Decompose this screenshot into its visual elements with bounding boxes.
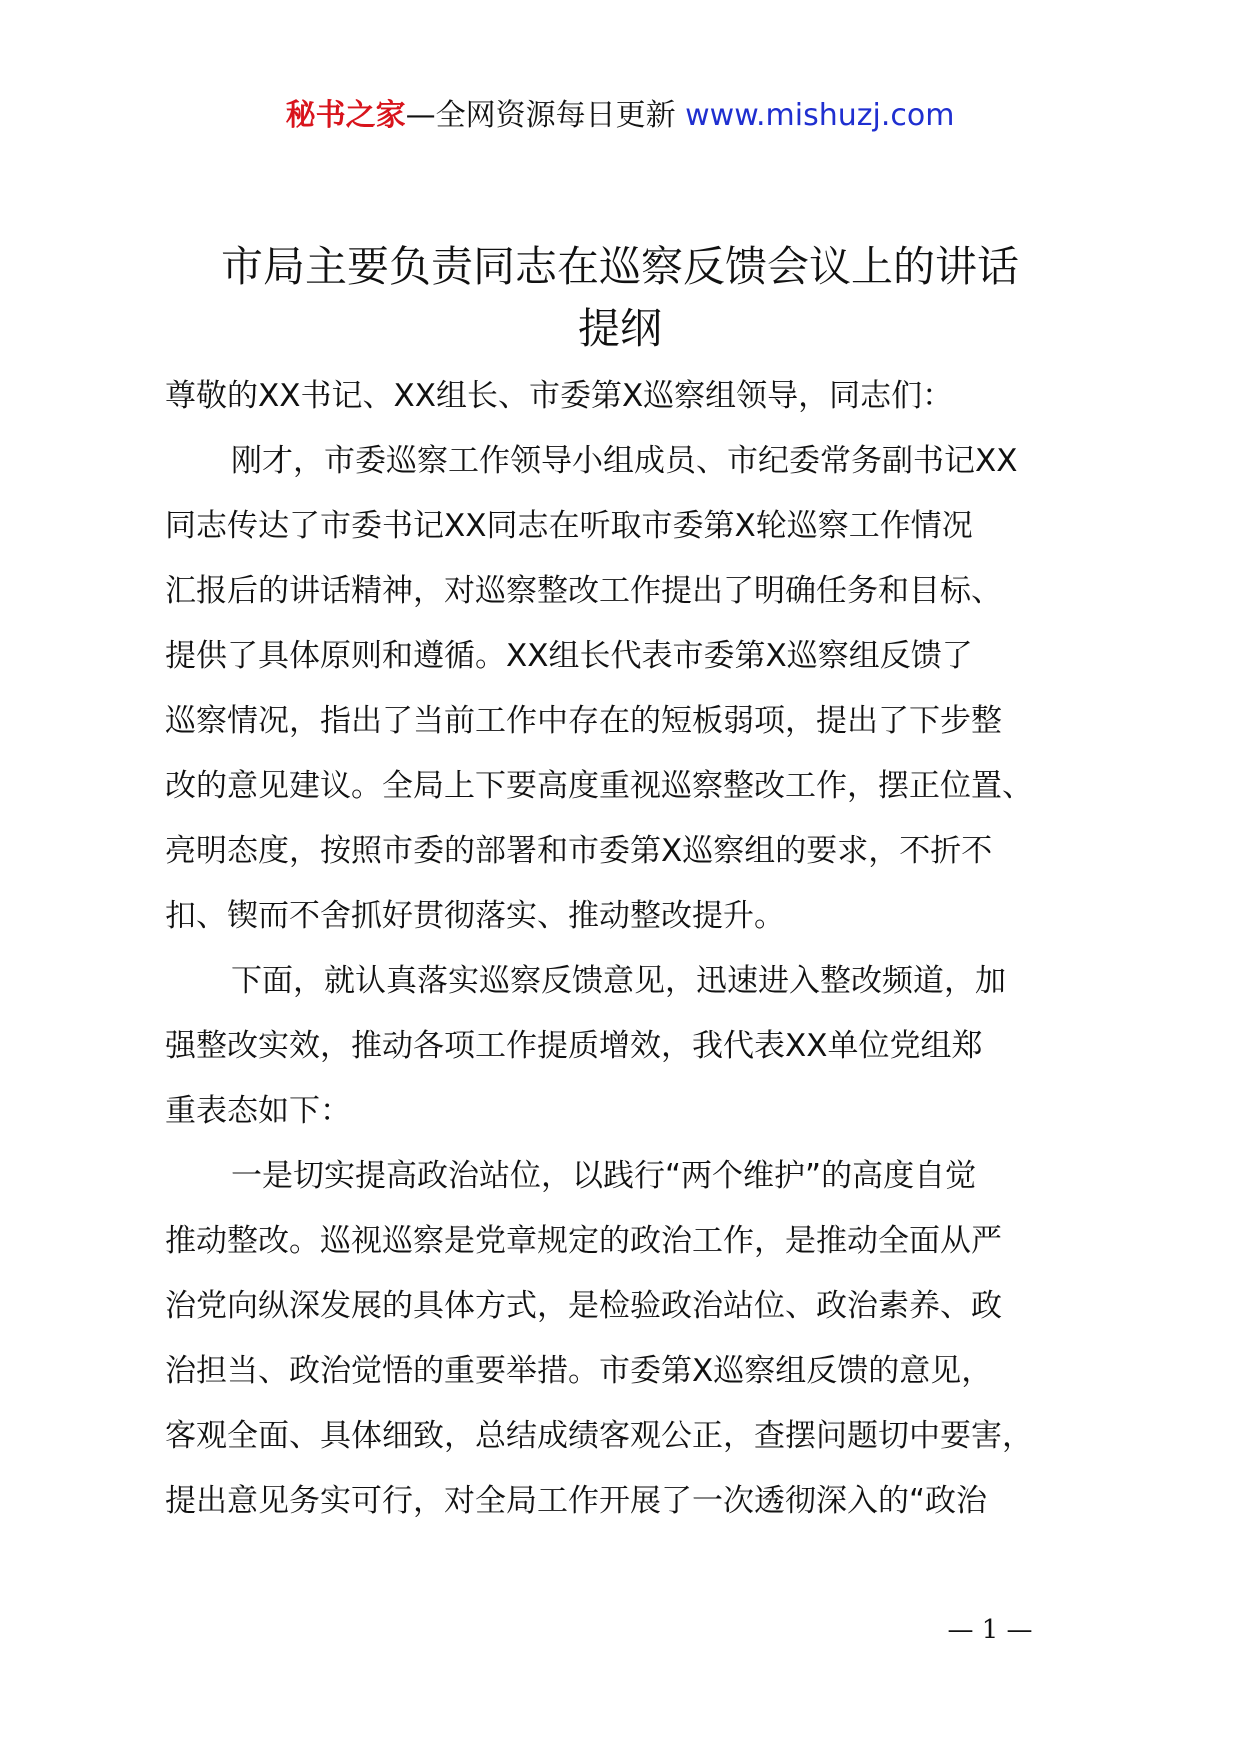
- paragraph-1-line: 同志传达了市委书记XX同志在听取市委第X轮巡察工作情况: [165, 508, 973, 544]
- site-header: [0, 96, 1240, 136]
- paragraph-1-line: 提供了具体原则和遵循。XX组长代表市委第X巡察组反馈了: [165, 638, 973, 674]
- header-tagline: —全网资源每日更新: [405, 98, 676, 133]
- paragraph-1-line: 扣、锲而不舍抓好贯彻落实、推动整改提升。: [165, 898, 785, 934]
- brand-name: 秘书之家: [285, 98, 406, 133]
- paragraph-1-line: 巡察情况，指出了当前工作中存在的短板弱项，提出了下步整: [165, 703, 1002, 739]
- title-line-1: 市局主要负责同志在巡察反馈会议上的讲话: [220, 242, 1019, 291]
- page-number: — 1 —: [947, 1615, 1033, 1645]
- document-title: [120, 236, 1120, 360]
- paragraph-1-line: 刚才，市委巡察工作领导小组成员、市纪委常务副书记XX: [231, 443, 1018, 479]
- site-url[interactable]: www.mishuzj.com: [685, 98, 955, 133]
- paragraph-1-line: 汇报后的讲话精神，对巡察整改工作提出了明确任务和目标、: [165, 573, 1002, 609]
- paragraph-3-line: 推动整改。巡视巡察是党章规定的政治工作，是推动全面从严: [165, 1223, 1002, 1259]
- paragraph-3-line: 治党向纵深发展的具体方式，是检验政治站位、政治素养、政: [165, 1288, 1002, 1324]
- paragraph-2-line: 重表态如下：: [165, 1093, 351, 1129]
- paragraph-3-line: 一是切实提高政治站位，以践行“两个维护”的高度自觉: [231, 1158, 977, 1194]
- paragraph-3-line: 治担当、政治觉悟的重要举措。市委第X巡察组反馈的意见，: [165, 1353, 993, 1389]
- paragraph-2-line: 下面，就认真落实巡察反馈意见，迅速进入整改频道，加: [231, 963, 1006, 999]
- paragraph-3-line: 提出意见务实可行，对全局工作开展了一次透彻深入的“政治: [165, 1483, 988, 1519]
- paragraph-1-line: 亮明态度，按照市委的部署和市委第X巡察组的要求，不折不: [165, 833, 993, 869]
- paragraph-1-line: 改的意见建议。全局上下要高度重视巡察整改工作，摆正位置、: [165, 768, 1033, 804]
- document-body: [165, 364, 1115, 1534]
- salutation: 尊敬的XX书记、XX组长、市委第X巡察组领导，同志们：: [165, 378, 954, 414]
- paragraph-2-line: 强整改实效，推动各项工作提质增效，我代表XX单位党组郑: [165, 1028, 983, 1064]
- title-line-2: 提纲: [577, 304, 662, 353]
- paragraph-3-line: 客观全面、具体细致，总结成绩客观公正，查摆问题切中要害，: [165, 1418, 1033, 1454]
